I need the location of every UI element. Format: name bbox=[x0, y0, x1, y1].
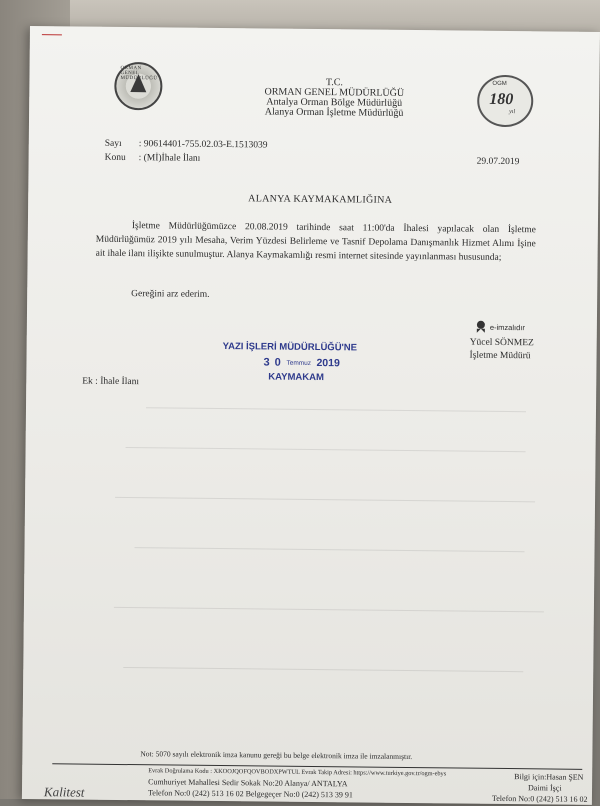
stamp-day: 3 0 bbox=[263, 356, 282, 369]
header-org: ORMAN GENEL MÜDÜRLÜĞÜ bbox=[264, 86, 405, 99]
footer-address: Cumhuriyet Mahallesi Sedir Sokak No:20 Alanya/ ANTALYA bbox=[148, 777, 348, 789]
brand-logo-text: Kalitest bbox=[43, 784, 85, 800]
konu-value: : (Mİ)İhale İlanı bbox=[138, 153, 201, 164]
footer-role: Daimi İşçi bbox=[528, 783, 562, 793]
footer-phone-2: Telefon No:0 (242) 513 16 02 bbox=[491, 793, 588, 804]
attachment-line: Ek : İhale İlanı bbox=[82, 376, 140, 388]
footer-contact: Bilgi için:Hasan ŞEN bbox=[514, 772, 584, 782]
signatory-name: Yücel SÖNMEZ bbox=[469, 337, 534, 349]
footer-verification: Evrak Doğrulama Kodu : XKOOJQOFQOVBODXPWTUL Evrak Takip Adresi: https://www.turkiye.gov.tr/ogm-ebys bbox=[148, 767, 447, 778]
document-page bbox=[22, 26, 600, 805]
closing-line: Gereğini arz ederim. bbox=[131, 289, 210, 300]
tree-icon bbox=[130, 74, 146, 92]
header-region: Antalya Orman Bölge Müdürlüğü bbox=[266, 96, 403, 109]
stamp-month: Temmuz bbox=[286, 359, 312, 367]
stamp-kaymakam: KAYMAKAM bbox=[268, 371, 325, 384]
ogm-emblem-icon bbox=[114, 62, 163, 111]
header-unit: Alanya Orman İşletme Müdürlüğü bbox=[264, 106, 404, 119]
stamp-line-recipient: YAZI İŞLERİ MÜDÜRLÜĞÜ'NE bbox=[222, 341, 358, 354]
ogm-180-year-logo-icon bbox=[477, 75, 534, 128]
logo-year-text: 180 bbox=[489, 90, 514, 109]
konu-label: Konu bbox=[104, 152, 126, 164]
logo-ogm-text: OGM bbox=[492, 80, 507, 87]
e-signed-label: e-imzalıdır bbox=[489, 322, 525, 333]
emblem-text: ORMAN GENEL MÜDÜRLÜĞÜ bbox=[120, 65, 158, 82]
footer-note: Not: 5070 sayılı elektronik imza kanunu gereği bu belge elektronik imza ile imzalanmıştır. bbox=[140, 749, 413, 762]
e-signature-ribbon-icon bbox=[477, 321, 487, 333]
header-tc: T.C. bbox=[325, 77, 343, 89]
document-date: 29.07.2019 bbox=[476, 156, 520, 168]
sayi-label: Sayı bbox=[104, 138, 122, 149]
footer-phone: Telefon No:0 (242) 513 16 02 Belgegeçer No:0 (242) 513 39 91 bbox=[147, 788, 353, 800]
signatory-title: İşletme Müdürü bbox=[469, 350, 531, 362]
sayi-value: : 90614401-755.02.03-E.1513039 bbox=[138, 139, 268, 151]
paper-mark bbox=[42, 34, 62, 35]
body-paragraph: İşletme Müdürlüğümüzce 20.08.2019 tarihinde saat 11:00'da İhalesi yapılacak olan İşletme Müdürlüğümüz 2019 yılı Mesaha, Verim Yüzdesi Belirleme ve Tasnif Depolama Danışmanlık Hizmet Alımı İşine ait ihale ilanı ilişikte sunulmuştur. Alanya Kaymakamlığı resmi internet sitesinde yayınlanması hususunda; bbox=[95, 221, 536, 263]
addressee: ALANYA KAYMAKAMLIĞINA bbox=[248, 193, 393, 206]
logo-yil-text: yıl bbox=[509, 109, 516, 116]
stamp-year: 2019 bbox=[316, 357, 340, 370]
